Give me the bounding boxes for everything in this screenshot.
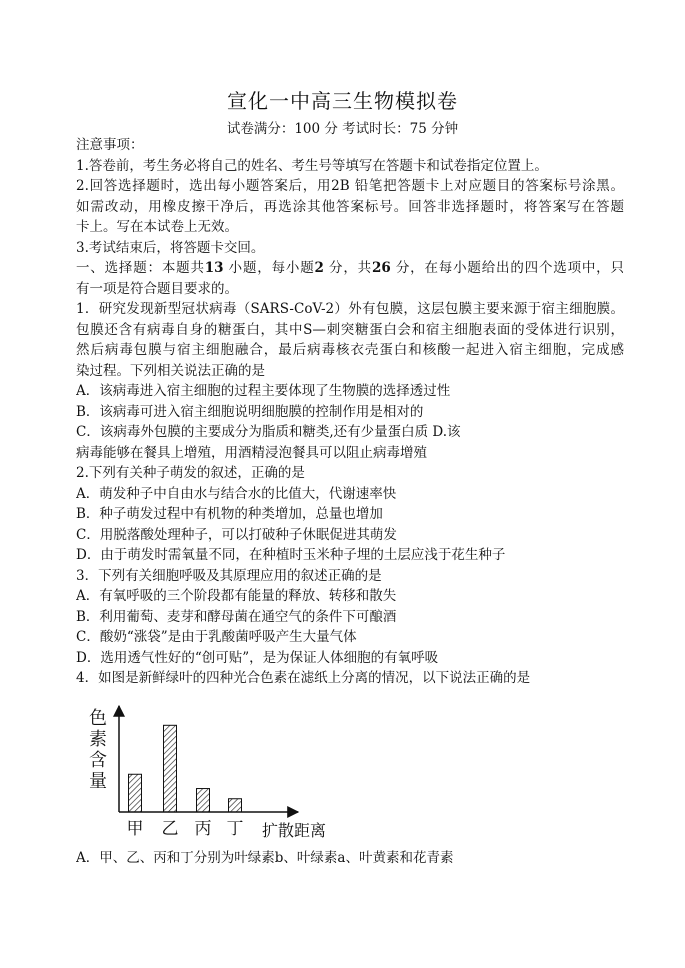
- section-heading-line2: 有一项是符合题目要求的。: [76, 280, 238, 297]
- pigment-bar-chart: [76, 700, 356, 845]
- bar-1: [164, 725, 177, 812]
- q4-options: [76, 848, 624, 869]
- q1-option: A．该病毒进入宿主细胞的过程主要体现了生物膜的选择透过性: [76, 383, 451, 399]
- category-label: 乙: [161, 819, 179, 839]
- y-axis-label: [89, 708, 107, 792]
- exam-title: 宣化一中高三生物模拟卷: [227, 89, 458, 113]
- y-axis-label-char: 含: [89, 750, 107, 771]
- notice-line: 1.答卷前，考生务必将自己的姓名、考生号等填写在答题卡和试卷指定位置上。: [76, 157, 548, 174]
- y-axis-label-char: 色: [89, 708, 107, 729]
- category-label: 丙: [194, 819, 212, 839]
- bars: [129, 725, 242, 812]
- exam-subtitle: 试卷满分：100 分 考试时长：75 分钟: [226, 121, 459, 137]
- notice-line: 如需改动，用橡皮擦干净后，再选涂其他答案标号。回答非选择题时，将答案写在答题: [76, 198, 624, 215]
- q4-stem: 4．如图是新鲜绿叶的四种光合色素在滤纸上分离的情况，以下说法正确的是: [76, 670, 531, 686]
- q2-option: A．萌发种子中自由水与结合水的比值大，代谢速率快: [76, 485, 397, 502]
- bar-3: [229, 799, 242, 812]
- exam-body: [76, 135, 624, 689]
- q4-option: A．甲、乙、丙和丁分别为叶绿素b、叶绿素a、叶黄素和花青素: [76, 850, 454, 866]
- q3-option: C．酸奶“涨袋”是由于乳酸菌呼吸产生大量气体: [76, 629, 357, 645]
- q3-stem: 3．下列有关细胞呼吸及其原理应用的叙述正确的是: [76, 567, 382, 584]
- section-heading: 一、选择题：本题共13 小题，每小题2 分，共26 分，在每小题给出的四个选项中，只: [76, 260, 624, 276]
- q2-option: B．种子萌发过程中有机物的种类增加，总量也增加: [76, 506, 383, 522]
- notice-line: 3.考试结束后，将答题卡交回。: [76, 239, 265, 256]
- bar-2: [197, 789, 210, 812]
- category-labels: [127, 819, 244, 839]
- x-axis-label: 扩散距离: [262, 821, 327, 840]
- q2-stem: 2.下列有关种子萌发的叙述，正确的是: [76, 465, 305, 481]
- bar-0: [129, 774, 142, 812]
- q1-option: B．该病毒可进入宿主细胞说明细胞膜的控制作用是相对的: [76, 403, 424, 420]
- q3-option: D．选用透气性好的“创可贴”，是为保证人体细胞的有氧呼吸: [76, 649, 439, 666]
- category-label: 甲: [126, 819, 144, 839]
- category-label: 丁: [226, 819, 244, 839]
- q1-stem: 包膜还含有病毒自身的糖蛋白，其中S—刺突糖蛋白会和宿主细胞表面的受体进行识别，: [76, 321, 624, 338]
- q2-option: C．用脱落酸处理种子，可以打破种子休眠促进其萌发: [76, 526, 397, 543]
- q1-stem: 染过程。下列相关说法正确的是: [76, 362, 265, 379]
- q1-stem: 1．研究发现新型冠状病毒（SARS-CoV-2）外有包膜，这层包膜主要来源于宿主细胞膜。: [76, 301, 624, 317]
- notice-line: 卡上。写在本试卷上无效。: [76, 219, 238, 235]
- notice-line: 2.回答选择题时，选出每小题答案后，用2B 铅笔把答题卡上对应题目的答案标号涂黑。: [76, 178, 624, 194]
- notice-header: 注意事项：: [76, 137, 144, 153]
- y-axis-label-char: 量: [89, 771, 107, 792]
- q2-option: D．由于萌发时需氧量不同，在种植时玉米种子埋的土层应浅于花生种子: [76, 547, 506, 563]
- q1-option: C．该病毒外包膜的主要成分为脂质和糖类,还有少量蛋白质 D.该: [76, 424, 461, 440]
- q3-option: A．有氧呼吸的三个阶段都有能量的释放、转移和散失: [76, 588, 397, 604]
- y-axis-label-char: 素: [89, 729, 107, 750]
- q1-stem: 然后病毒包膜与宿主细胞融合，最后病毒核衣壳蛋白和核酸一起进入宿主细胞，完成感: [76, 342, 624, 358]
- q1-option: 病毒能够在餐具上增殖，用酒精浸泡餐具可以阻止病毒增殖: [76, 444, 427, 461]
- q3-option: B．利用葡萄、麦芽和酵母菌在通空气的条件下可酿酒: [76, 608, 397, 625]
